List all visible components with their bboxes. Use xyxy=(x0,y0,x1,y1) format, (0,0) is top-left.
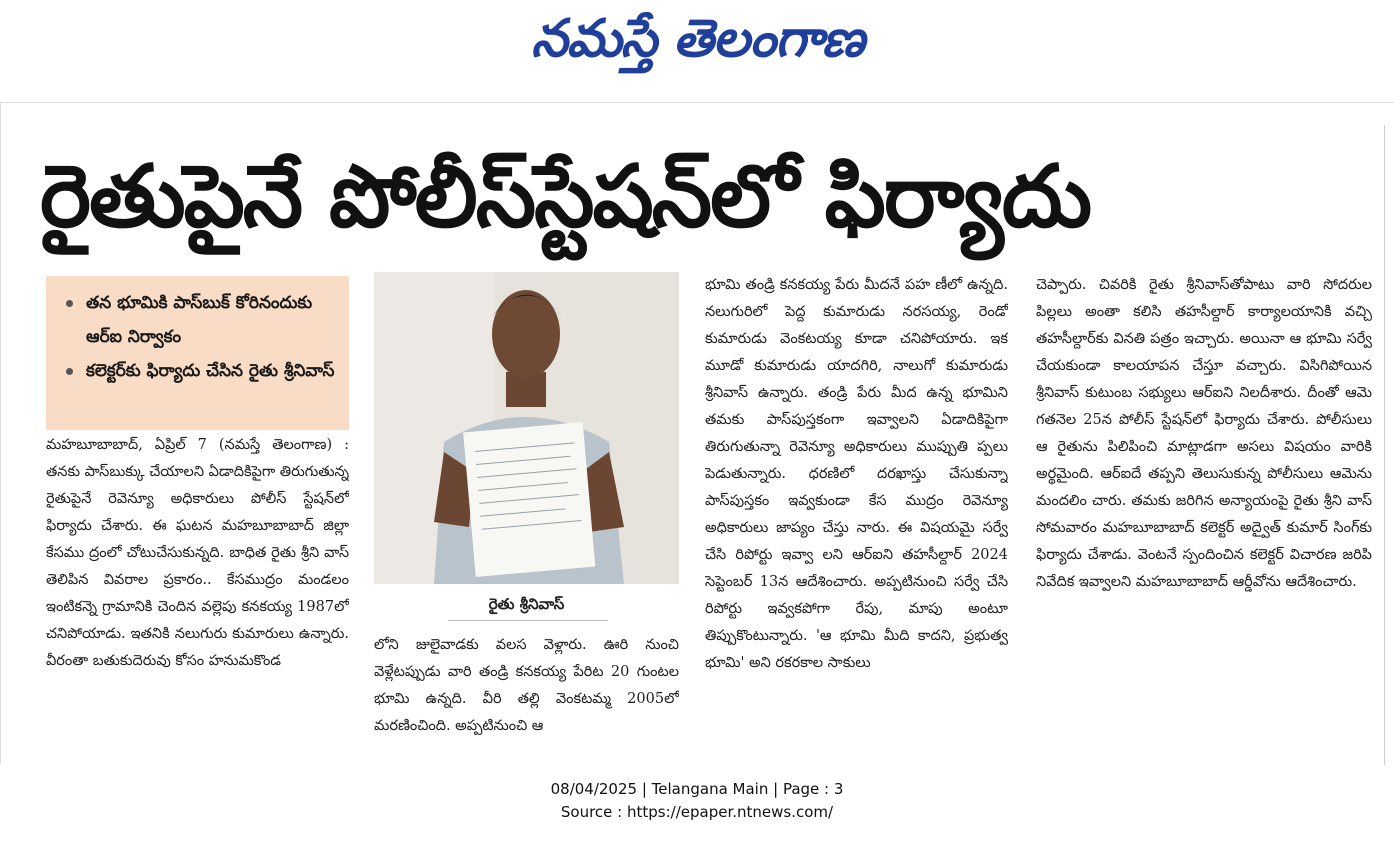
article-column-3: భూమి తండ్రి కనకయ్య పేరు మీదనే పహ ణీలో ఉన్నది. నలుగురిలో పెద్ద కుమారుడు నరసయ్య, రెండో కుమారుడు వెంకటయ్య కూడా చనిపోయారు. ఇక మూడో కుమారుడు యాదగిరి, నాలుగో కుమారుడు శ్రీనివాస్ ఉన్నారు. తండ్రి పేరు మీద ఉన్న భూమిని తమకు పాస్‌పుస్తకంగా ఇవ్వాలని ఏడాదికిపైగా తిరుగుతున్నా రెవెన్యూ అధికారులు ముప్పుతి ప్పలు పెడుతున్నారు. ధరణిలో దరఖాస్తు చేసుకున్నా పాస్‌పుస్తకం ఇవ్వకుండా కేస ముద్రం రెవెన్యూ అధికారులు జాప్యం చేస్తు నారు. ఈ విషయమై సర్వే చేసి రిపోర్టు ఇవ్వా లని ఆర్‌ఐని తహసీల్దార్ 2024 సెప్టెంబర్ 13న ఆదేశించారు. అప్పటినుంచి సర్వే చేసి రిపోర్టు ఇవ్వకపోగా రేపు, మాపు అంటూ తిప్పుకొంటున్నారు. 'ఆ భూమి మీది కాదని, ప్రభుత్వ భూమి' అని రకరకాల సాకులు xyxy=(705,277,1008,671)
headline: రైతుపైనే పోలీస్‌స్టేషన్‌లో ఫిర్యాదు xyxy=(40,147,1091,247)
page-border-top xyxy=(0,102,1394,103)
bullet-icon xyxy=(66,300,73,307)
caption-divider xyxy=(448,620,608,621)
highlight-item xyxy=(64,286,339,354)
highlight-text: కలెక్టర్‌కు ఫిర్యాదు చేసిన రైతు శ్రీనివాస్ xyxy=(86,361,335,381)
article-column-2: లోని జులైవాడకు వలస వెళ్లారు. ఊరి నుంచి వెళ్లేటప్పుడు వారి తండ్రి కనకయ్య పేరిట 20 గుంటల భూమి ఉన్నది. వీరి తల్లి వెంకటమ్మ 2005లో మరణించింది. అప్పటినుంచి ఆ xyxy=(374,637,679,734)
page-border-right xyxy=(1384,125,1385,765)
highlight-item xyxy=(64,354,339,388)
photo-caption: రైతు శ్రీనివాస్ xyxy=(488,595,565,613)
page-border-left xyxy=(0,102,1,764)
page-footer xyxy=(0,778,1394,824)
footer-source-line: Source : https://epaper.ntnews.com/ xyxy=(560,803,834,821)
masthead-logo: నమస్తే తెలంగాణ xyxy=(531,9,864,69)
highlights-box xyxy=(46,276,349,430)
article-column-4: చెప్పారు. చివరికి రైతు శ్రీనివాస్‌తోపాటు వారి సోదరుల పిల్లలు అంతా కలిసి తహసీల్దార్ కార్యాలయానికి వచ్చి తహసీల్దార్‌కు వినతి పత్రం ఇచ్చారు. అయినా ఆ భూమి సర్వే చేయకుండా కాలయాపన చేస్తూ వచ్చారు. విసిగిపోయిన శ్రీనివాస్ కుటుంబ సభ్యులు ఆర్‌ఐని నిలదీశారు. దీంతో ఆమె గతనెల 25న పోలీస్ స్టేషన్‌లో ఫిర్యాదు చేశారు. పోలీసులు ఆ రైతును పిలిపించి మాట్లాడగా అసలు విషయం వారికి అర్థమైంది. ఆర్‌ఐదే తప్పని తెలుసుకున్న పోలీసులు ఆమెను మందలిం చారు. తమకు జరిగిన అన్యాయంపై రైతు శ్రీని వాస్ సోమవారం మహబూబాబాద్ కలెక్టర్ అద్వైత్ కుమార్ సింగ్‌కు ఫిర్యాదు చేశాడు. వెంటనే స్పందించిన కలెక్టర్ విచారణ జరిపి నివేదిక ఇవ్వాలని మహబూబాబాద్ ఆర్డీవోను ఆదేశించారు. xyxy=(1036,277,1372,590)
bullet-icon xyxy=(66,368,73,375)
farmer-photo-illustration xyxy=(374,272,679,584)
farmer-photo xyxy=(374,272,679,584)
highlight-text: తన భూమికి పాస్‌బుక్ కోరినందుకు ఆర్‌ఐ నిర్వాకం xyxy=(86,293,313,347)
article-column-1: మహబూబాబాద్, ఏప్రిల్ 7 (నమస్తే తెలంగాణ) : తనకు పాస్‌బుక్కు చేయాలని ఏడాదికిపైగా తిరుగుతున్న రైతుపైనే రెవెన్యూ అధికారులు పోలీస్ స్టేషన్‌లో ఫిర్యాదు చేశారు. ఈ ఘటన మహబూబాబాద్ జిల్లా కేసము ద్రంలో చోటుచేసుకున్నది. బాధిత రైతు శ్రీని వాస్ తెలిపిన వివరాల ప్రకారం.. కేసముద్రం మండలం ఇంటికన్నె గ్రామానికి చెందిన వల్లెపు కనకయ్య 1987లో చనిపోయాడు. ఇతనికి నలుగురు కుమారులు ఉన్నారు. వీరంతా బతుకుదెరువు కోసం హనుమకొండ xyxy=(46,437,349,669)
footer-date-line: 08/04/2025 | Telangana Main | Page : 3 xyxy=(550,780,844,798)
